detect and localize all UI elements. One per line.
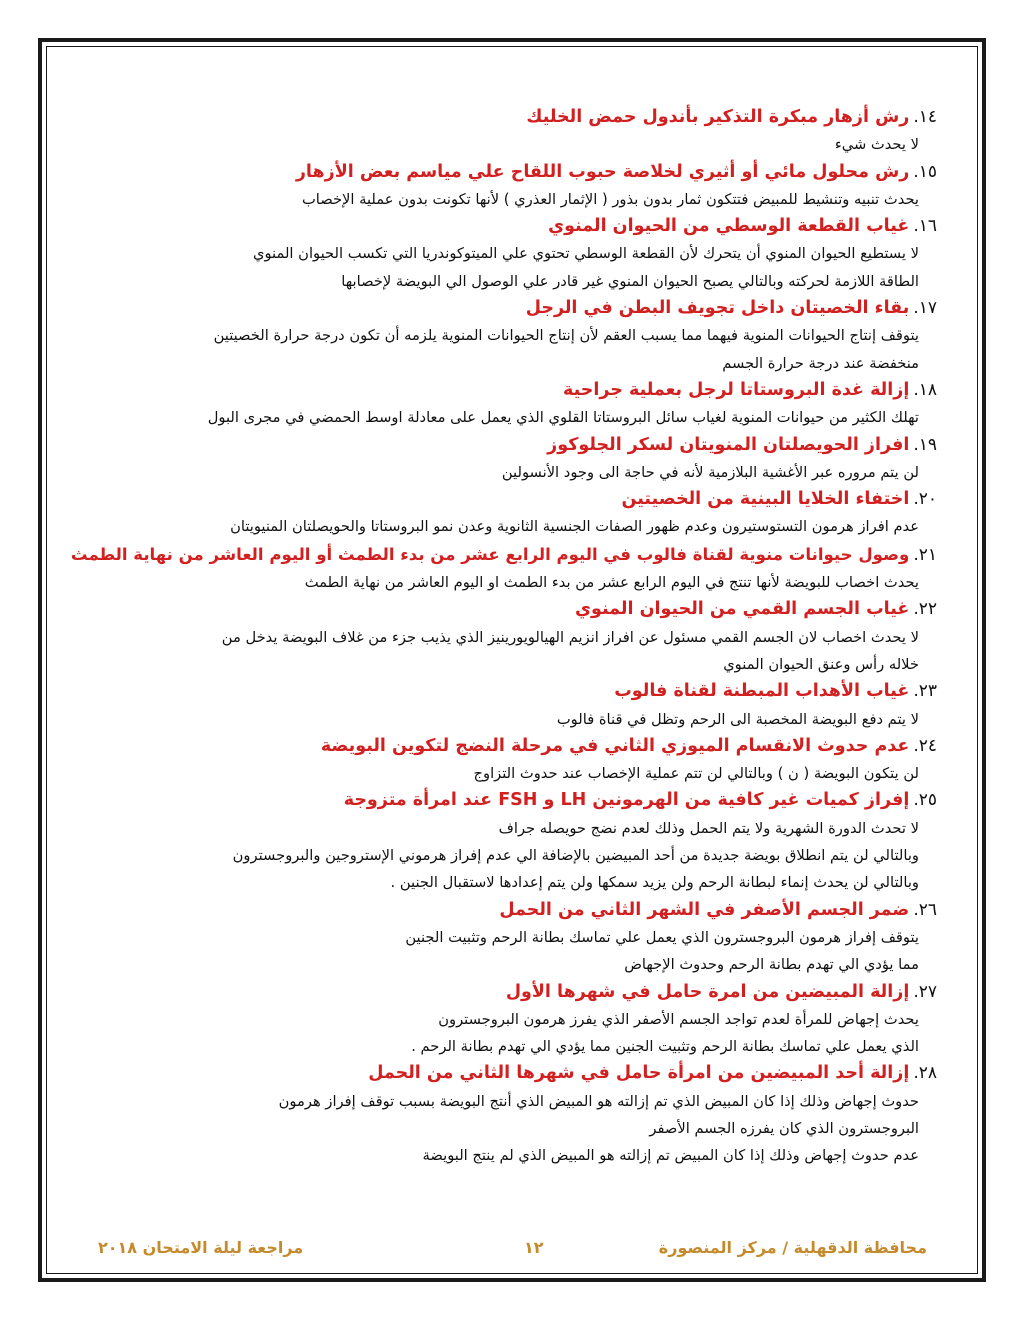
question-text: بقاء الخصيتان داخل تجويف البطن في الرجل (525, 298, 910, 319)
item-number: ٢٥. (913, 790, 937, 811)
item-number: ١٦. (913, 216, 937, 237)
item-number: ١٧. (913, 298, 937, 319)
page-number: ١٢ (524, 1238, 544, 1257)
question-text: إزالة أحد المبيضين من امرأة حامل في شهرها الثاني من الحمل (368, 1063, 910, 1084)
question-text: عدم حدوث الانقسام الميوزي الثاني في مرحلة النضج لتكوين البويضة (320, 735, 910, 756)
list-item (62, 678, 937, 733)
list-item (62, 541, 937, 597)
question-heading (62, 897, 937, 924)
answer-line: يحدث تنبيه وتنشيط للمبيض فتتكون ثمار بدون بذور ( الإثمار العذري ) لأنها تكونت بدون عملية الإخصاب (301, 190, 919, 208)
item-number: ١٥. (913, 161, 937, 182)
item-number: ٢٢. (913, 599, 937, 620)
item-number: ١٤. (913, 107, 937, 127)
answer-line: عدم حدوث إجهاض وذلك إذا كان المبيض تم إزالته هو المبيض الذي لم ينتج البويضة (422, 1147, 919, 1165)
answer-line: لن يتم مروره عبر الأغشية البلازمية لأنه في حاجة الى وجود الأنسولين (501, 463, 919, 481)
answer-line: وبالتالي لن يحدث إنماء لبطانة الرحم ولن يزيد سمكها ولن يتم إعدادها لاستقبال الجنين . (390, 874, 919, 892)
question-heading (62, 486, 937, 513)
answer-line: لا يتم دفع البويضة المخصبة الى الرحم وتظل في قناة فالوب (556, 710, 919, 728)
question-text: رش أزهار مبكرة التذكير بأندول حمض الخليك (526, 107, 910, 127)
list-item (62, 377, 937, 432)
question-text: غياب الأهداب المبطنة لقناة فالوب (614, 681, 910, 702)
item-number: ١٨. (913, 379, 937, 400)
question-text: إفراز كميات غير كافية من الهرمونين LH و FSH عند امرأة متزوجة (343, 790, 910, 811)
item-number: ٢٤. (913, 735, 937, 756)
question-text: غياب القطعة الوسطي من الحيوان المنوي (548, 216, 910, 237)
item-number: ٢٣. (913, 681, 937, 702)
question-heading (62, 733, 937, 760)
list-item (62, 733, 937, 788)
answer-line: لا يحدث اخصاب لان الجسم القمي مسئول عن افراز انزيم الهيالويورينيز الذي يذيب جزء من غلاف البويضة يدخل من (221, 628, 919, 646)
question-text: إزالة غدة البروستاتا لرجل بعملية جراحية (563, 379, 910, 400)
list-item (62, 432, 937, 487)
answer-line: حدوث إجهاض وذلك إذا كان المبيض الذي تم إزالته هو المبيض الذي أنتج البويضة بسبب توقف إفراز هرمون (278, 1092, 919, 1110)
question-text: غياب الجسم القمي من الحيوان المنوي (575, 599, 910, 620)
answer-line: لا تحدث الدورة الشهرية ولا يتم الحمل وذلك لعدم نضج حويصله جراف (498, 819, 919, 837)
answer-line: يحدث إجهاض للمرأة لعدم تواجد الجسم الأصفر الذي يفرز هرمون البروجسترون (438, 1010, 919, 1028)
question-heading (62, 377, 937, 404)
page-footer (62, 1238, 937, 1266)
item-number: ١٩. (913, 434, 937, 455)
question-heading (62, 678, 937, 705)
question-heading (62, 596, 937, 623)
list-item (62, 979, 937, 1061)
answer-line: منخفضة عند درجة حرارة الجسم (722, 354, 919, 372)
question-heading (62, 159, 937, 186)
item-number: ٢٨. (913, 1063, 937, 1084)
list-item (62, 295, 937, 377)
item-number: ٢٠. (913, 489, 937, 510)
answer-line: لا يستطيع الحيوان المنوي أن يتحرك لأن القطعة الوسطي تحتوي علي الميتوكوندريا التي تكسب الحيوان المنوي (252, 245, 919, 263)
list-item (62, 1060, 937, 1169)
answer-line: مما يؤدي الي تهدم بطانة الرحم وحدوث الإجهاض (624, 956, 919, 974)
answer-line: يتوقف إنتاج الحيوانات المنوية فيهما مما يسبب العقم لأن إنتاج الحيوانات المنوية يلزمه أن تكون درجة حرارة الخصيتين (213, 327, 919, 345)
question-text: إزالة المبيضين من امرة حامل في شهرها الأول (505, 981, 910, 1002)
answer-line: عدم افراز هرمون التستوستيرون وعدم ظهور الصفات الجنسية الثانوية وعدن نمو البروستاتا والحويصلتان المنيويتان (230, 518, 919, 536)
question-heading (62, 541, 937, 569)
question-heading (62, 104, 937, 131)
question-heading (62, 432, 937, 459)
list-item (62, 159, 937, 214)
question-heading (62, 979, 937, 1006)
question-text: اختفاء الخلايا البينية من الخصيتين (621, 489, 910, 510)
answer-line: لن يتكون البويضة ( ن ) وبالتالي لن تتم عملية الإخصاب عند حدوث التزاوج (473, 765, 919, 783)
question-text: ضمر الجسم الأصفر في الشهر الثاني من الحمل (499, 899, 910, 920)
answer-line: يتوقف إفراز هرمون البروجسترون الذي يعمل علي تماسك بطانة الرحم وتثبيت الجنين (405, 928, 919, 946)
question-text: افراز الحويصلتان المنويتان لسكر الجلوكوز (547, 434, 910, 455)
footer-location: محافظة الدقهلية / مركز المنصورة (658, 1238, 927, 1257)
item-number: ٢٧. (913, 981, 937, 1002)
question-heading (62, 213, 937, 240)
answer-line: وبالتالي لن يتم انطلاق بويضة جديدة من أحد المبيضين بالإضافة الي عدم إفراز هرموني الإستروجين والبروجسترون (232, 847, 919, 865)
document-body (62, 104, 937, 1170)
list-item (62, 596, 937, 678)
list-item (62, 104, 937, 159)
list-item (62, 486, 937, 541)
question-heading (62, 787, 937, 814)
item-number: ٢٦. (913, 899, 937, 920)
answer-line: لا يحدث شيء (834, 136, 919, 154)
item-number: ٢١. (913, 544, 937, 565)
answer-line: الذي يعمل علي تماسك بطانة الرحم وتثبيت الجنين مما يؤدي الي تهدم بطانة الرحم . (411, 1038, 919, 1056)
answer-line: البروجسترون الذي كان يفرزه الجسم الأصفر (649, 1119, 919, 1137)
footer-title: مراجعة ليلة الامتحان ٢٠١٨ (98, 1238, 304, 1257)
answer-line: خلاله رأس وعنق الحيوان المنوي (723, 655, 919, 673)
answer-line: يحدث اخصاب للبويضة لأنها تنتج في اليوم الرابع عشر من بدء الطمث او اليوم العاشر من نهاية الطمث (304, 574, 919, 592)
answer-line: الطاقة اللازمة لحركته وبالتالي يصبح الحيوان المنوي غير قادر علي الوصول الي البويضة لإخصابها (341, 272, 919, 290)
question-heading (62, 1060, 937, 1087)
question-text: وصول حيوانات منوية لقناة فالوب في اليوم الرابع عشر من بدء الطمث أو اليوم العاشر من نهاية الطمث (70, 544, 910, 564)
list-item (62, 897, 937, 979)
question-heading (62, 295, 937, 322)
list-item (62, 787, 937, 896)
list-item (62, 213, 937, 295)
question-text: رش محلول مائي أو أثيري لخلاصة حبوب اللقاح علي مياسم بعض الأزهار (295, 161, 910, 182)
answer-line: تهلك الكثير من حيوانات المنوية لغياب سائل البروستاتا القلوي الذي يعمل على معادلة اوسط الحمضي في مجرى البول (207, 409, 919, 427)
